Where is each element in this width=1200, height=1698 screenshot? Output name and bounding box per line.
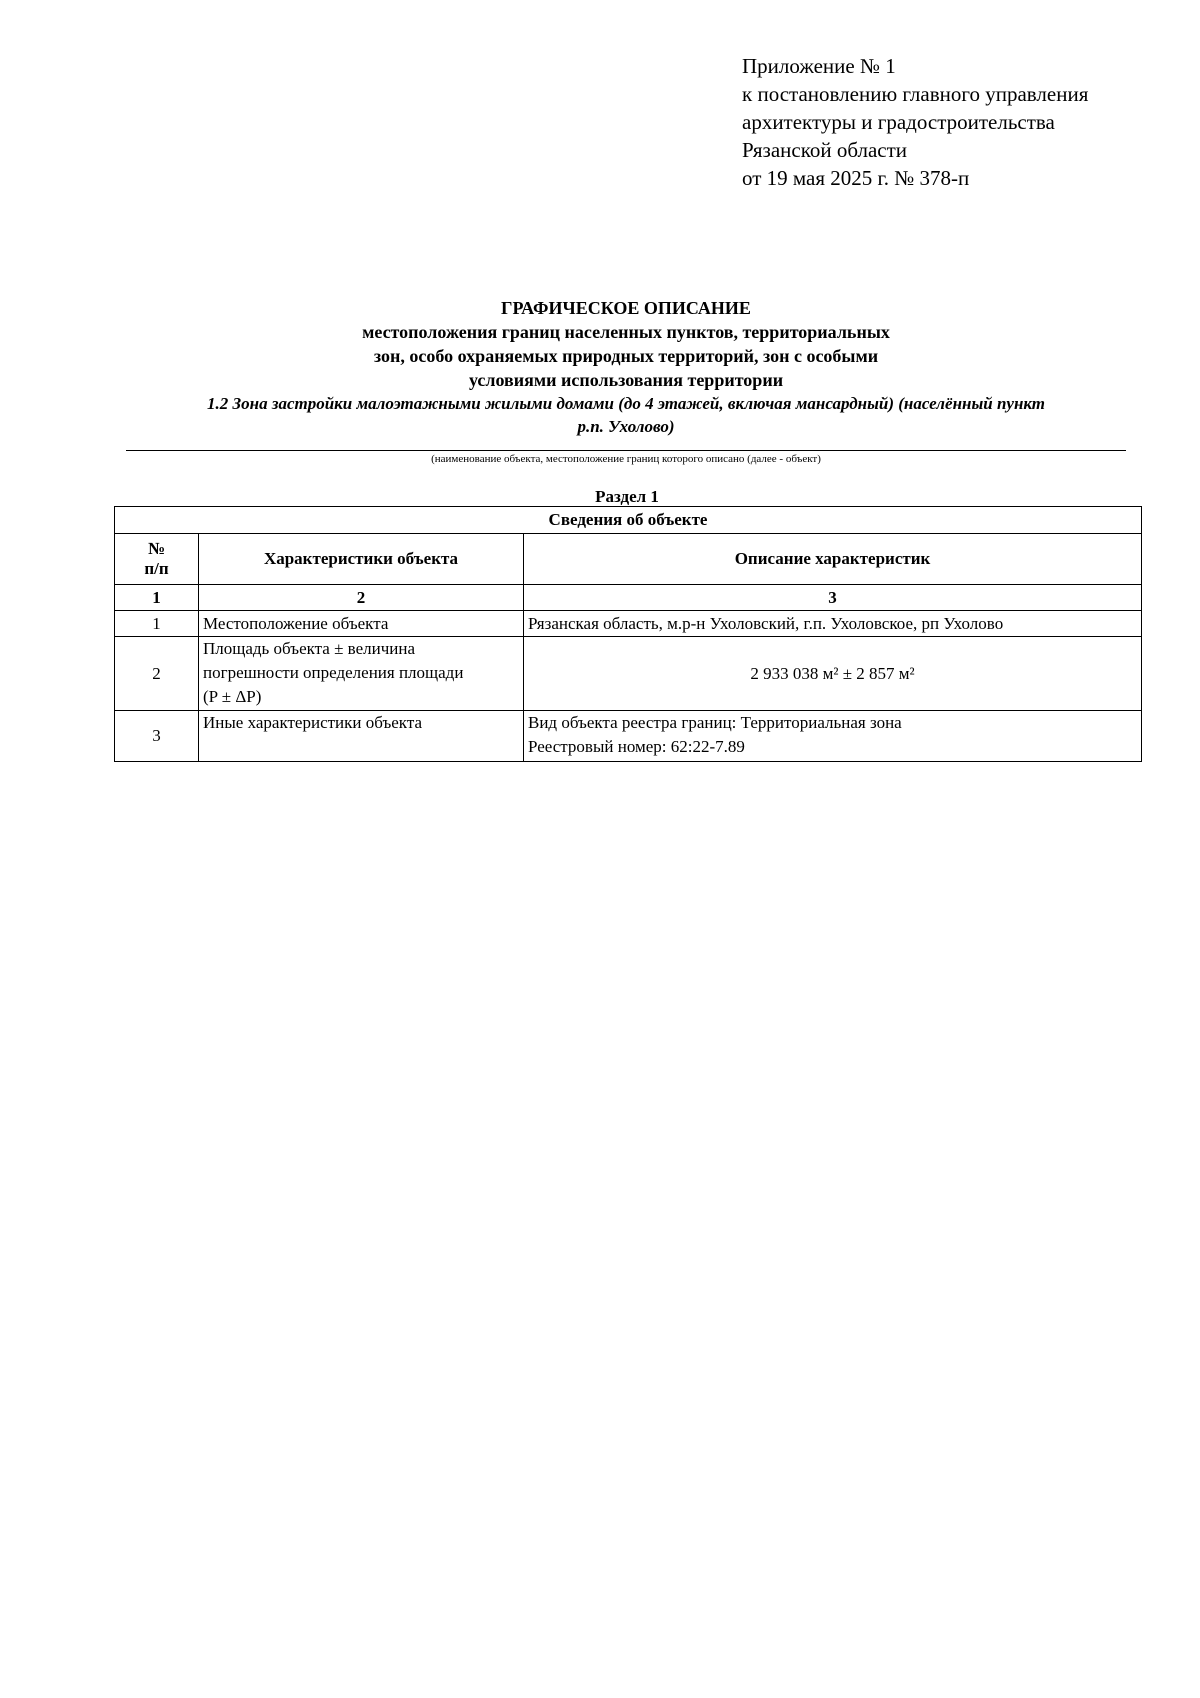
- object-name-line: р.п. Ухолово): [577, 417, 675, 436]
- column-number-row: [115, 585, 1142, 611]
- document-title: ГРАФИЧЕСКОЕ ОПИСАНИЕ: [501, 298, 751, 318]
- row-description: Рязанская область, м.р-н Ухоловский, г.п. Ухоловское, рп Ухолово: [524, 611, 1142, 637]
- object-info-table: [114, 506, 1142, 762]
- document-subtitle-line: местоположения границ населенных пунктов, территориальных: [362, 322, 890, 342]
- appendix-date-line: от 19 мая 2025 г. № 378-п: [742, 166, 970, 190]
- appendix-line: к постановлению главного управления: [742, 82, 1089, 106]
- column-number: 2: [199, 585, 524, 611]
- column-number: 1: [115, 585, 199, 611]
- table-caption: Сведения об объекте: [115, 507, 1142, 534]
- document-subtitle-line: зон, особо охраняемых природных территорий, зон с особыми: [373, 346, 879, 366]
- row-number: 3: [115, 711, 199, 762]
- underline-rule: [126, 450, 1126, 451]
- appendix-line: архитектуры и градостроительства: [742, 110, 1055, 134]
- appendix-line: Приложение № 1: [742, 54, 896, 78]
- header-num-line: п/п: [144, 559, 169, 578]
- header-num-line: №: [147, 539, 166, 558]
- header-description: Описание характеристик: [524, 534, 1142, 585]
- row-number: 2: [115, 637, 199, 711]
- row-characteristic-line: погрешности определения площади: [203, 663, 464, 682]
- table-row: [115, 637, 1142, 711]
- row-description-line: Вид объекта реестра границ: Территориальная зона: [528, 713, 902, 732]
- row-characteristic-line: Площадь объекта ± величина: [203, 639, 416, 658]
- document-subtitle-line: условиями использования территории: [468, 370, 784, 390]
- row-description-line: Реестровый номер: 62:22-7.89: [528, 737, 745, 756]
- appendix-header: [742, 52, 1088, 192]
- appendix-line: Рязанской области: [742, 138, 908, 162]
- table-row: [115, 711, 1142, 762]
- table-row: [115, 611, 1142, 637]
- column-number: 3: [524, 585, 1142, 611]
- object-name-line: 1.2 Зона застройки малоэтажными жилыми домами (до 4 этажей, включая мансардный) (населённый пункт: [206, 394, 1046, 413]
- row-characteristic: [199, 637, 524, 711]
- document-title-block: [126, 296, 1126, 438]
- row-number: 1: [115, 611, 199, 637]
- header-num: [115, 534, 199, 585]
- object-name-caption: (наименование объекта, местоположение границ которого описано (далее - объект): [431, 453, 821, 465]
- row-characteristic: Местоположение объекта: [199, 611, 524, 637]
- row-characteristic-line: (P ± ΔP): [203, 687, 262, 706]
- row-description: [524, 711, 1142, 762]
- table-header-row: [115, 534, 1142, 585]
- table-caption-row: [115, 507, 1142, 534]
- section-title: Раздел 1: [595, 487, 659, 506]
- row-characteristic: Иные характеристики объекта: [199, 711, 524, 762]
- row-description: 2 933 038 м² ± 2 857 м²: [524, 637, 1142, 711]
- header-characteristics: Характеристики объекта: [199, 534, 524, 585]
